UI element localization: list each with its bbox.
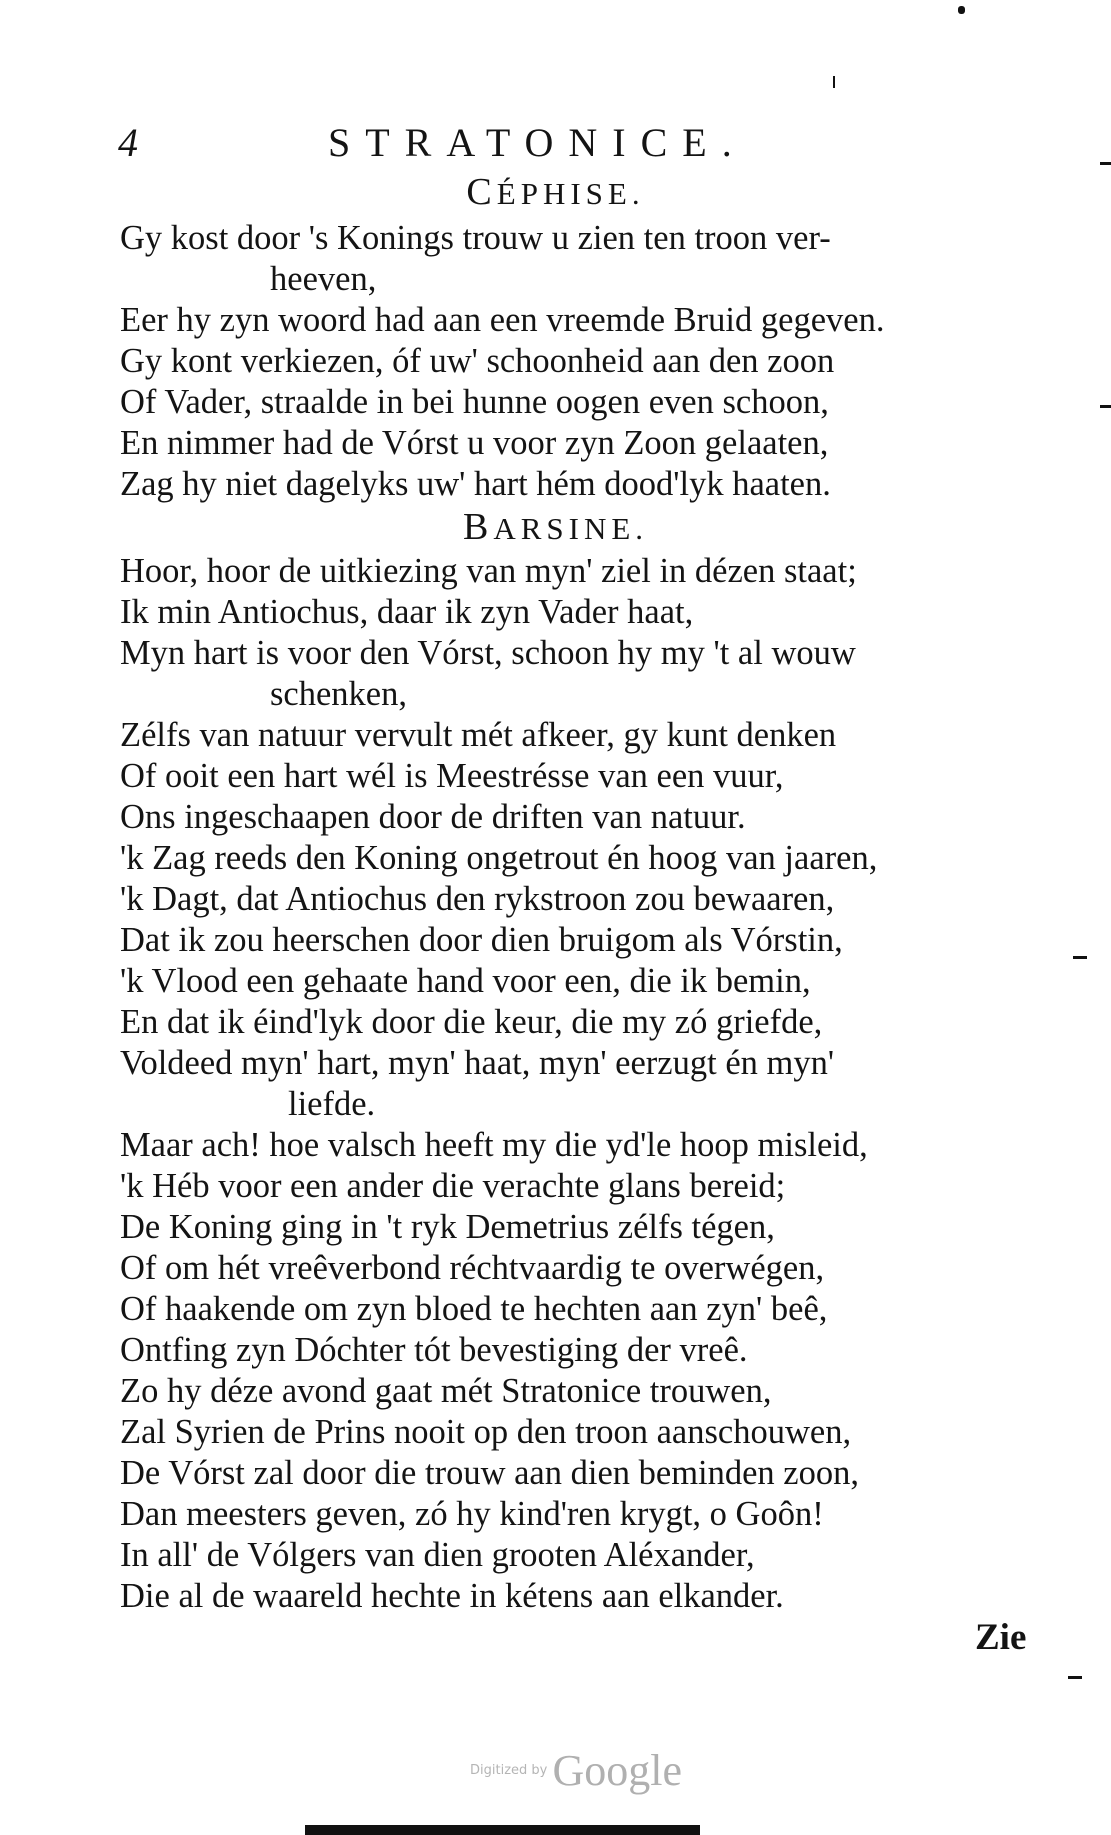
speaker-name-rest: ÉPHISE. [496,176,645,211]
speaker-heading-cephise [0,172,1111,214]
verse-line-continuation: heeven, [270,260,377,298]
verse-line: Die al de waareld hechte in kétens aan elkander. [120,1577,784,1615]
verse-line: Gy kont verkiezen, óf uw' schoonheid aan den zoon [120,342,835,380]
digitized-watermark [470,1745,682,1796]
verse-line: 'k Zag reeds den Koning ongetrout én hoog van jaaren, [120,839,878,877]
verse-line: Of ooit een hart wél is Meestrésse van een vuur, [120,757,784,795]
scan-speck [958,6,965,14]
verse-line: Ik min Antiochus, daar ik zyn Vader haat, [120,593,694,631]
margin-mark [1100,162,1111,165]
catchword: Zie [975,1617,1027,1658]
verse-line: Dat ik zou heerschen door dien bruigom als Vórstin, [120,921,843,959]
verse-line: Dan meesters geven, zó hy kind'ren krygt, o Goôn! [120,1495,824,1533]
verse-line: Zélfs van natuur vervult mét afkeer, gy kunt denken [120,716,837,754]
running-title: STRATONICE. [328,120,747,165]
speaker-heading-barsine [0,507,1111,549]
verse-line: Voldeed myn' hart, myn' haat, myn' eerzugt én myn' [120,1044,835,1082]
verse-line: De Koning ging in 't ryk Demetrius zélfs tégen, [120,1208,775,1246]
verse-line-continuation: liefde. [288,1085,376,1123]
speaker-initial: C [466,171,497,213]
margin-mark [1068,1676,1082,1679]
speaker-name-rest: ARSINE. [493,511,649,546]
margin-mark [1073,956,1087,959]
verse-line: Hoor, hoor de uitkiezing van myn' ziel in dézen staat; [120,552,857,590]
speaker-initial: B [462,506,494,548]
verse-line: De Vórst zal door die trouw aan dien beminden zoon, [120,1454,859,1492]
verse-line: Of Vader, straalde in bei hunne oogen even schoon, [120,383,829,421]
verse-line: Of haakende om zyn bloed te hechten aan zyn' beê, [120,1290,828,1328]
page-number: 4 [118,120,138,165]
verse-line: 'k Vlood een gehaate hand voor een, die ik bemin, [120,962,811,1000]
google-logo: Google [552,1746,682,1795]
verse-line: Maar ach! hoe valsch heeft my die yd'le hoop misleid, [120,1126,868,1164]
verse-line: Ons ingeschaapen door de driften van natuur. [120,798,746,836]
scan-speck [833,76,835,88]
verse-line: Zag hy niet dagelyks uw' hart hém dood'lyk haaten. [120,465,831,503]
verse-line: En dat ik éind'lyk door die keur, die my zó griefde, [120,1003,823,1041]
verse-line: Gy kost door 's Konings trouw u zien ten troon ver- [120,219,831,257]
verse-line: In all' de Vólgers van dien grooten Aléxander, [120,1536,755,1574]
verse-line: 'k Héb voor een ander die verachte glans bereid; [120,1167,786,1205]
verse-line: Zal Syrien de Prins nooit op den troon aanschouwen, [120,1413,852,1451]
verse-line: Eer hy zyn woord had aan een vreemde Bruid gegeven. [120,301,885,339]
verse-line: 'k Dagt, dat Antiochus den rykstroon zou bewaaren, [120,880,835,918]
watermark-prefix: Digitized by [470,1763,548,1778]
verse-line: Of om hét vreêverbond réchtvaardig te overwégen, [120,1249,825,1287]
margin-mark [1100,405,1111,408]
verse-line: Ontfing zyn Dóchter tót bevestiging der vreê. [120,1331,748,1369]
verse-line: En nimmer had de Vórst u voor zyn Zoon gelaaten, [120,424,829,462]
verse-line-continuation: schenken, [270,675,407,713]
verse-line: Myn hart is voor den Vórst, schoon hy my 't al wouw [120,634,856,672]
verse-line: Zo hy déze avond gaat mét Stratonice trouwen, [120,1372,772,1410]
page-header [118,118,818,168]
scan-bottom-edge [305,1825,700,1835]
